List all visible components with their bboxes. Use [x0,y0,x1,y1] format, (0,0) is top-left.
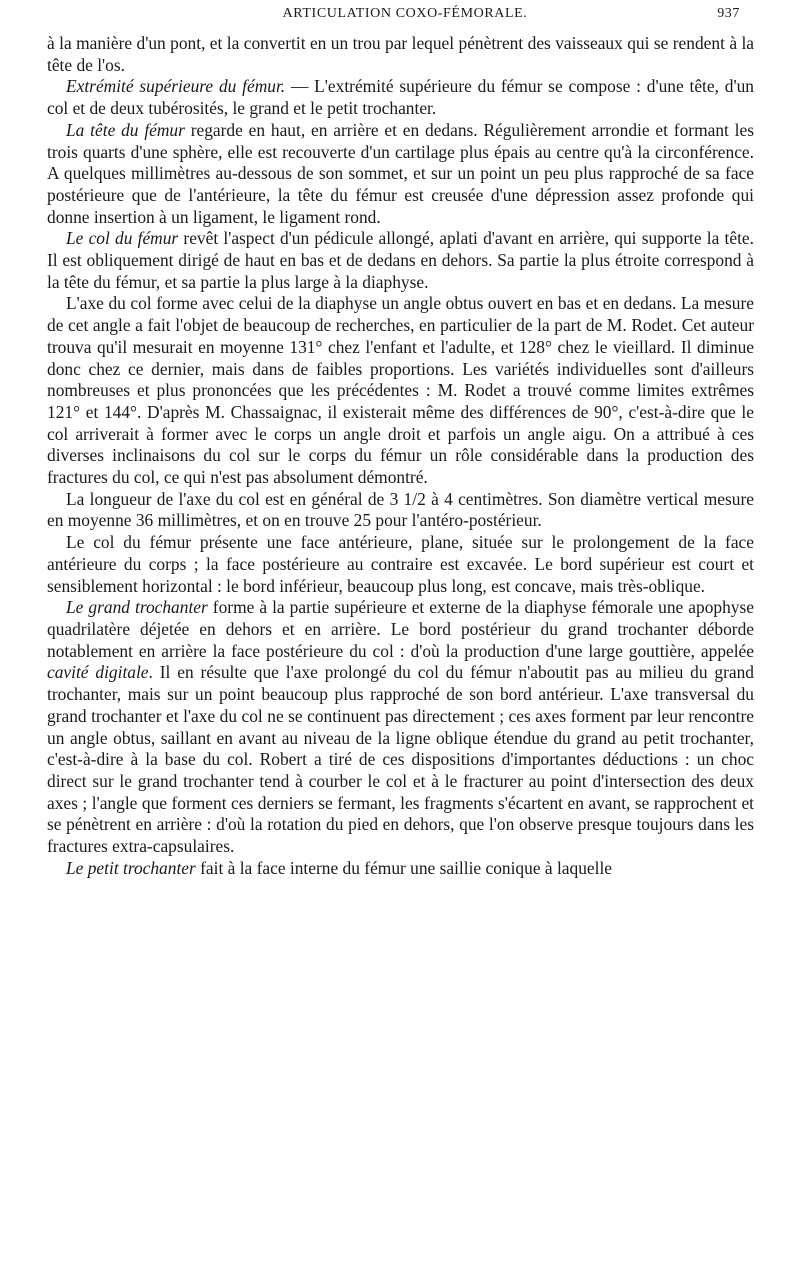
paragraph-heading: Le petit trochanter [66,857,196,878]
paragraph-continuation [47,33,754,76]
paragraph-neck-length [47,489,754,532]
paragraph-upper-extremity [47,76,754,119]
paragraph-femoral-neck [47,228,754,293]
paragraph-neck-angle [47,293,754,488]
paragraph-text: La longueur de l'axe du col est en général de 3 1/2 à 4 centimètres. Son diamètre vertical mesure en moyenne 36 millimètres, et on en trouve 25 pour l'antéro-postérieur. [47,488,754,531]
body-text [47,33,754,879]
paragraph-greater-trochanter [47,597,754,857]
paragraph-text: revêt l'aspect d'un pédicule allongé, aplati d'avant en arrière, qui supporte la tête. Il est obliquement dirigé de haut en bas et de dedans en dehors. Sa partie la plus étroite correspond à la tête du fémur, et sa partie la plus large à la diaphyse. [47,228,754,292]
paragraph-text: regarde en haut, en arrière et en dedans. Régulièrement arrondie et formant les trois quarts d'une sphère, elle est recouverte d'un cartilage plus épais au centre qu'à la circonférence. A quelques millimètres au-dessous de son sommet, et sur un point un peu plus rapproché de sa face postérieure que de l'antérieure, la tête du fémur est creusée d'une dépression assez profonde qui donne insertion à un ligament, le ligament rond. [47,119,754,227]
paragraph-heading: La tête du fémur [66,119,185,140]
paragraph-heading: Extrémité supérieure du fémur. [66,76,286,97]
running-header [70,6,740,26]
paragraph-lesser-trochanter [47,858,754,880]
paragraph-text: forme à la partie supérieure et externe de la diaphyse fémorale une apophyse quadrilatère déjetée en dehors et en arrière. Le bord postérieur du grand trochanter déborde notablement en arrière la face postérieure du col : d'où la production d'une large gouttière, appelée [47,597,754,661]
paragraph-text: — L'extrémité supérieure du fémur se compose : d'une tête, d'un col et de deux tubérosités, le grand et le petit trochanter. [47,76,754,119]
paragraph-text: L'axe du col forme avec celui de la diaphyse un angle obtus ouvert en bas et en dedans. La mesure de cet angle a fait l'objet de beaucoup de recherches, en particulier de la part de M. Rodet. Cet auteur trouva qu'il mesurait en moyenne 131° chez l'enfant et l'adulte, et 128° chez le vieillard. Il diminue donc chez ce dernier, mais dans de faibles proportions. Les variétés individuelles sont d'ailleurs nombreuses et plus prononcées que les précédentes : M. Rodet a trouvé comme limites extrêmes 121° et 144°. D'après M. Chassaignac, il existerait même des différences de 90°, c'est-à-dire que le col arriverait à former avec le corps un angle droit et parfois un angle aigu. On a attribué à ces diverses inclinaisons du col sur le corps du fémur un rôle considérable dans la production des fractures du col, ce qui n'est pas absolument démontré. [47,293,754,488]
paragraph-text-tail: . Il en résulte que l'axe prolongé du col du fémur n'aboutit pas au milieu du grand trochanter, mais sur un point beaucoup plus rapproché de son bord antérieur. L'axe transversal du grand trochanter et l'axe du col ne se continuent pas directement ; ces axes forment par leur rencontre un angle obtus, saillant en avant au niveau de la ligne oblique étendue du grand au petit trochanter, c'est-à-dire à la base du col. Robert a tiré de ces dispositions d'importantes déductions : un choc direct sur le grand trochanter tend à courber le col et à le fracturer au point d'intersection des deux axes ; l'angle que forment ces derniers se fermant, les fragments s'écartent en avant, se rapprochent et se pénètrent en arrière : d'où la rotation du pied en dehors, que l'on observe presque toujours dans les fractures extra-capsulaires. [47,662,754,857]
inline-term: cavité digitale [47,662,149,683]
paragraph-text: à la manière d'un pont, et la convertit en un trou par lequel pénètrent des vaisseaux qui se rendent à la tête de l'os. [47,33,754,75]
running-title: ARTICULATION COXO-FÉMORALE. [282,6,528,21]
paragraph-heading: Le grand trochanter [66,597,208,618]
paragraph-neck-faces [47,532,754,597]
page-number: 937 [717,6,740,21]
paragraph-femoral-head [47,120,754,229]
paragraph-heading: Le col du fémur [66,228,179,249]
paragraph-text: Le col du fémur présente une face antérieure, plane, située sur le prolongement de la face antérieure du corps ; la face postérieure au contraire est excavée. Le bord supérieur est court et sensiblement horizontal : le bord inférieur, beaucoup plus long, est concave, mais très-oblique. [47,532,754,596]
paragraph-text: fait à la face interne du fémur une saillie conique à laquelle [195,857,612,878]
